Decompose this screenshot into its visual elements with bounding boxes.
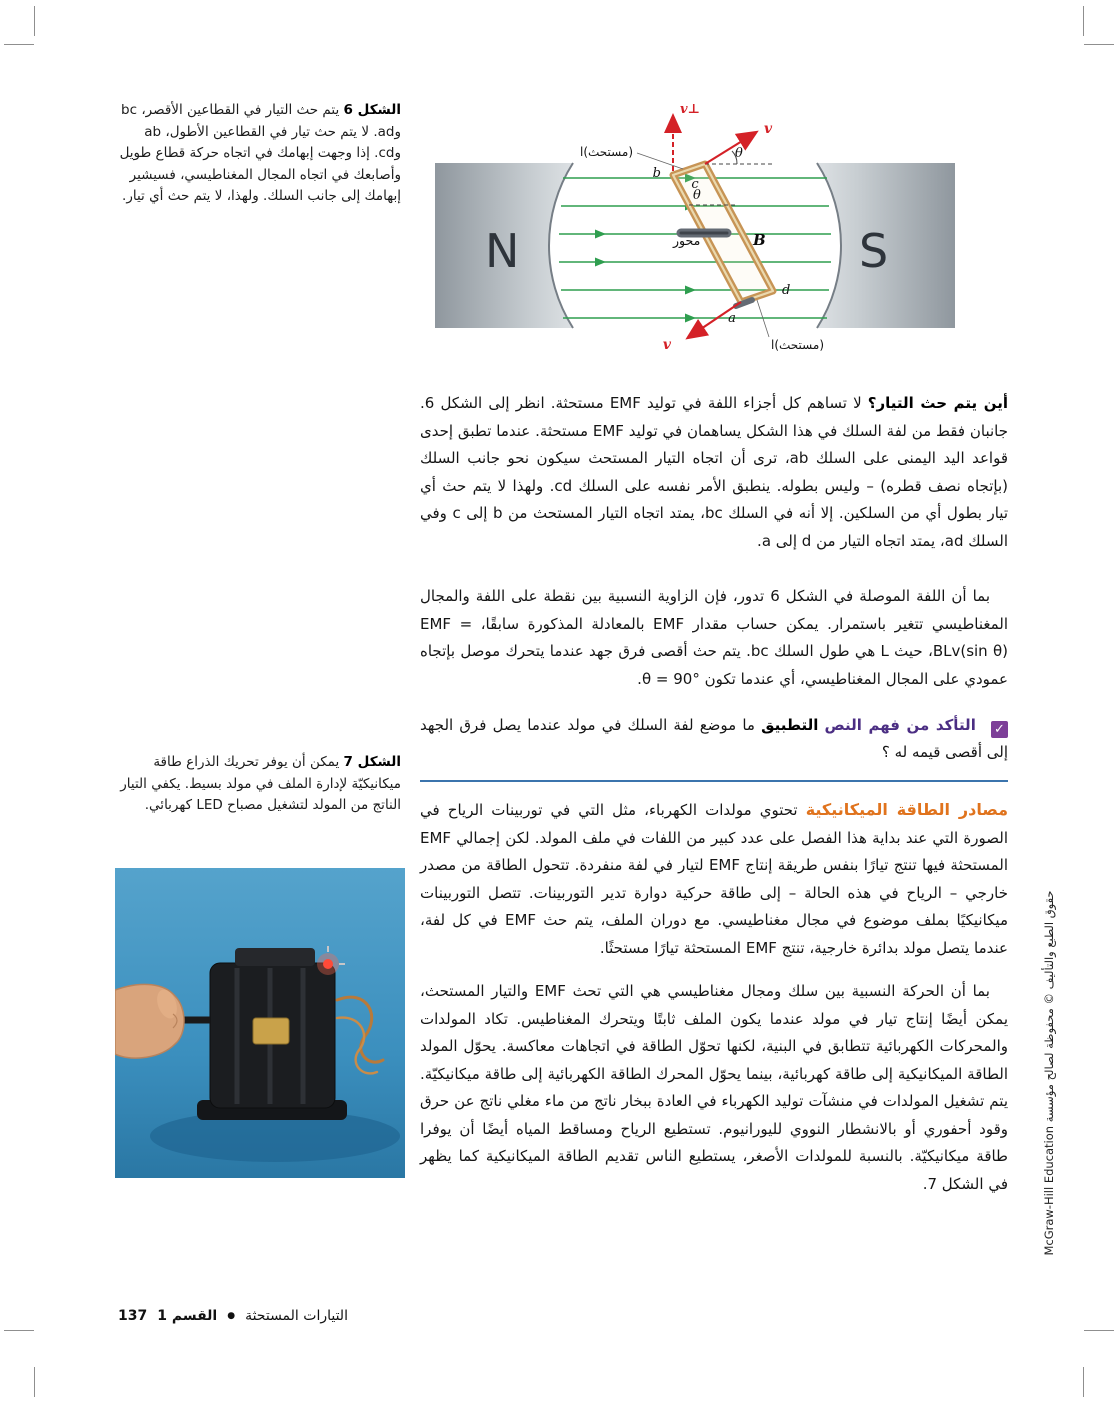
n-pole-label: N bbox=[485, 224, 520, 278]
page-number: 137 bbox=[118, 1308, 148, 1324]
figure6-caption-text: يتم حث التيار في القطاعين الأقصر، bc وad. لا يتم حث تيار في القطاعين الأطول، ab وcd. إذا وجهت إبهامك في اتجاه حركة قطاع طويل وأصابعك في اتجاه المجال المغناطيسي، فسيشير إبهامك إلى جانب السلك. ولهذا، لا يتم حث أي تيار. bbox=[119, 102, 401, 204]
section-paragraph1-text: تحتوي مولدات الكهرباء، مثل التي في توربينات الرياح في الصورة التي عند بداية هذا الفصل على عدد كبير من اللفات في ملف المولد. لكن إجمالي EMF المستحثة فيها تنتج تيارًا بنفس طريقة إنتاج EMF لتيار في لفة منفردة. تتحول الطاقة من مصدر خارجي – الرياح في هذه الحالة – إلى طاقة حركية دوارة تدير التوربينات. تتصل التوربينات ميكانيكيًا بملف موضوع في مجال مغناطيسي. مع دوران الملف، يتم حث EMF في كل لفة، عندما يتصل مولد بدائرة خارجية، تنتج EMF المستحثة تيارًا مستحثًا. bbox=[420, 801, 1009, 957]
v-bottom-label: v bbox=[662, 337, 671, 353]
copyright-sidebar: حقوق الطبع والتأليف © محفوظة لصالح مؤسسة McGraw-Hill Education bbox=[1042, 890, 1056, 1256]
figure7-caption bbox=[115, 752, 401, 817]
induced-length-bottom-label: l(مستحث) bbox=[771, 338, 824, 352]
section-heading: مصادر الطاقة الميكانيكية bbox=[805, 800, 1008, 819]
page-footer bbox=[118, 1308, 348, 1324]
s-pole bbox=[817, 163, 955, 328]
corner-a-label: a bbox=[728, 311, 736, 326]
crop-mark bbox=[1083, 1367, 1084, 1397]
footer-part-label: القسم 1 bbox=[157, 1308, 218, 1324]
check-understanding bbox=[420, 712, 1008, 766]
footer-bullet: ● bbox=[227, 1311, 236, 1321]
crop-mark bbox=[4, 1330, 34, 1331]
article-paragraph-1 bbox=[420, 390, 1008, 555]
crop-mark bbox=[1084, 1330, 1114, 1331]
s-pole-label: S bbox=[859, 224, 889, 278]
footer-section-title: التيارات المستحثة bbox=[245, 1308, 348, 1324]
paragraph1-lead: أين يتم حث التيار؟ bbox=[867, 394, 1008, 412]
section-paragraph-1 bbox=[420, 796, 1008, 962]
theta-mid-label: θ bbox=[693, 188, 701, 203]
theta-top-label: θ bbox=[735, 146, 743, 161]
v-top-label: v bbox=[764, 121, 773, 137]
crop-mark bbox=[34, 6, 35, 36]
crop-mark bbox=[1083, 6, 1084, 36]
figure7-photo bbox=[115, 868, 405, 1178]
brass-plate bbox=[253, 1018, 289, 1044]
velocity-arrow-top bbox=[705, 133, 755, 164]
corner-d-label: d bbox=[782, 283, 791, 298]
paragraph1-text: لا تساهم كل أجزاء اللفة في توليد EMF مستحثة. انظر إلى الشكل 6. جانبان فقط من لفة السلك في هذا الشكل يساهمان في توليد EMF مستحثة. عندما تطبق إحدى قواعد اليد اليمنى على السلك ab، ترى أن اتجاه التيار المستحث سيكون نحو جانب السلك (بإتجاه نصف قطره) – وليس بطوله. ينطبق الأمر نفسه على السلك cd. ولهذا لا يتم حث أي تيار بطول أي من السلكين. إلا أنه في السلك bc، يمتد اتجاه التيار المستحث من b إلى c وفي السلك ad، يمتد اتجاه التيار من d إلى a. bbox=[420, 394, 1009, 550]
corner-c-label: c bbox=[691, 177, 699, 192]
induced-length-top-label: l(مستحث) bbox=[580, 145, 633, 159]
section-divider bbox=[420, 780, 1008, 782]
n-pole bbox=[435, 163, 573, 328]
check-title: التأكد من فهم النص bbox=[824, 716, 976, 734]
generator-photo-illustration bbox=[115, 868, 405, 1178]
crop-mark bbox=[34, 1367, 35, 1397]
corner-b-label: b bbox=[652, 166, 661, 181]
figure6-caption-label: الشكل 6 bbox=[343, 102, 401, 118]
section-paragraph-2 bbox=[420, 978, 1008, 1198]
axis-label: محور bbox=[673, 233, 701, 248]
figure6-diagram bbox=[435, 93, 955, 381]
paragraph2-text: بما أن اللفة الموصلة في الشكل 6 تدور، فإن الزاوية النسبية بين نقطة على اللفة والمجال المغناطيسي تتغير باستمرار. يمكن حساب مقدار EMF بالمعادلة المذكورة سابقًا، EMF = BLv(sin θ)، حيث L هي طول السلك bc. يتم حث أقصى فرق جهد عندما يتحرك موصل بإتجاه عمودي على المجال المغناطيسي، أي عندما تكون θ = 90°. bbox=[420, 587, 1008, 688]
crop-mark bbox=[1084, 44, 1114, 45]
b-field-label: B bbox=[753, 231, 766, 249]
figure7-caption-label: الشكل 7 bbox=[343, 754, 401, 770]
figure7-caption-text: يمكن أن يوفر تحريك الذراع طاقة ميكانيكيّة لإدارة الملف في مولد بسيط. يكفي التيار الناتج من المولد لتشغيل مصباح LED كهربائي. bbox=[120, 754, 401, 813]
article-paragraph-2 bbox=[420, 583, 1008, 693]
check-icon: ✓ bbox=[991, 721, 1008, 738]
figure6-caption bbox=[115, 100, 401, 208]
v-perp-label: v⊥ bbox=[680, 102, 701, 117]
check-question: ما موضع لفة السلك في مولد عندما يصل فرق الجهد إلى أقصى قيمه له ؟ bbox=[420, 716, 1008, 761]
crop-mark bbox=[4, 44, 34, 45]
check-badge: التطبيق bbox=[761, 716, 819, 734]
section-paragraph2-text: بما أن الحركة النسبية بين سلك ومجال مغناطيسي هي التي تحث EMF والتيار المستحث، يمكن أيضًا إنتاج تيار في مولد عندما يكون الملف ثابتًا ويتحرك المغناطيس. تكاد المولدات والمحركات الكهربائية تتطابق في البنية، لكنها تحوّل الطاقة في اتجاهات معاكسة. يحوّل المولد الطاقة الميكانيكية إلى طاقة كهربائية، بينما يحوّل المحرك الطاقة الكهربائية إلى طاقة ميكانيكيّة. يتم تشغيل المولدات في منشآت توليد الكهرباء في العادة ببخار ناتج من ماء مغلي ناتج عن حرق وقود أحفوري أو بالانشطار النووي لليورانيوم. تستطيع الرياح ومساقط المياه أيضًا أن يوفرا طاقة ميكانيكيّة. بالنسبة للمولدات الأصغر، يستطيع الناس تقديم الطاقة الميكانيكية كما يظهر في الشكل 7. bbox=[420, 982, 1008, 1193]
magnet-loop-diagram bbox=[435, 93, 955, 381]
